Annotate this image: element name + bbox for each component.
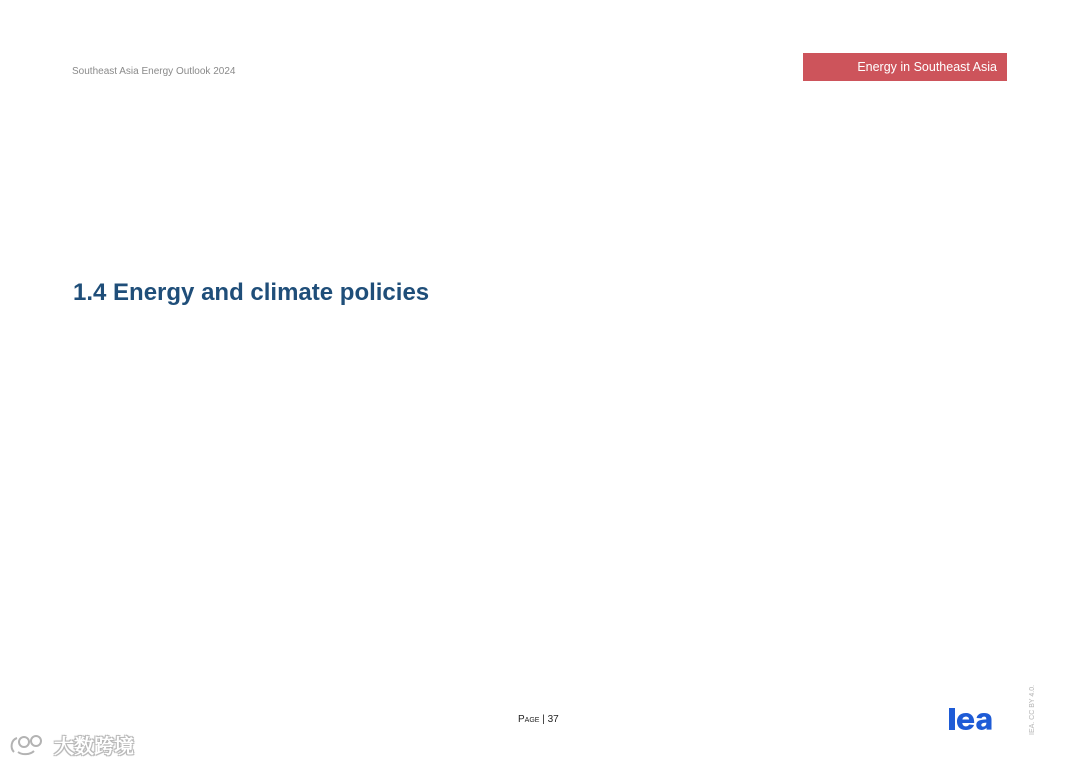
license-text: IEA. CC BY 4.0. — [1029, 684, 1036, 735]
page-label: Page — [518, 714, 540, 725]
page-number-footer — [518, 714, 559, 725]
brand-logo-icon — [8, 732, 48, 758]
watermark-text: 大数跨境 — [54, 734, 134, 758]
chapter-tab — [803, 53, 1007, 81]
chapter-tab-label: Energy in Southeast Asia — [857, 60, 997, 74]
page-separator: | — [539, 714, 548, 725]
page-number: 37 — [547, 714, 559, 725]
iea-logo — [948, 704, 1010, 734]
section-heading: 1.4 Energy and climate policies — [73, 279, 430, 306]
watermark — [8, 730, 134, 759]
document-title: Southeast Asia Energy Outlook 2024 — [72, 66, 236, 77]
